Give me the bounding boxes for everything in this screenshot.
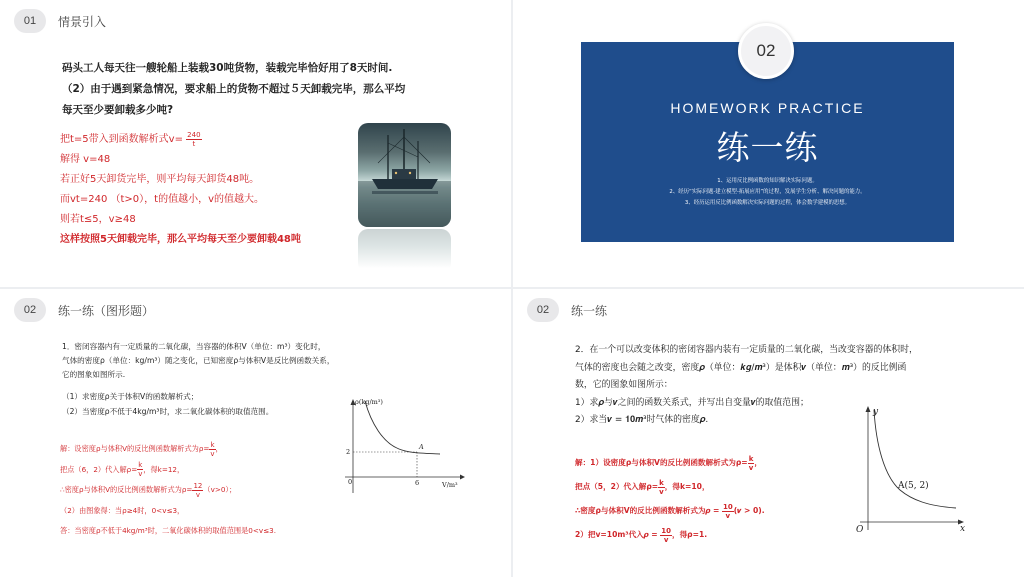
hyperbola-curve [874, 410, 956, 508]
fraction [192, 482, 203, 499]
fraction-denominator: v [195, 490, 200, 499]
fraction-numerator: 12 [193, 481, 203, 490]
slide-1[interactable] [0, 0, 511, 287]
y-axis-arrow [866, 406, 871, 412]
solution-text-part: (𝒗 > 0). [733, 506, 765, 515]
solution-line [60, 480, 340, 501]
problem-line: 2．在一个可以改变体积的密闭容器内装有一定质量的二氧化碳，当改变容器的体积时， [575, 345, 918, 355]
solution-line: 解得 v=48 [60, 154, 111, 165]
solution-line: 答：当密度ρ不低于4kg/m³时，二氧化碳体积的取值范围是0<v≤3. [60, 526, 277, 535]
boat-silhouette [358, 123, 451, 227]
problem-line: 它的图象如图所示. [62, 370, 126, 379]
harbor-photo [358, 123, 451, 227]
problem-text [62, 58, 422, 121]
solution-line: 而vt=240 （t>0），t的值越小，v的值越大。 [60, 194, 264, 205]
x-axis-label: V/m³ [442, 481, 458, 489]
photo-reflection [358, 229, 451, 273]
fraction-numerator: k [210, 440, 215, 449]
section-number-badge: 02 [738, 23, 794, 79]
solution-line-text: 把t=5带入到函数解析式v= [60, 134, 183, 145]
density-volume-graph [335, 399, 465, 494]
goal-item: 3、经历运用反比例函数解决实际问题的过程，体会数学建模的思想。 [684, 200, 851, 206]
point-label: A [419, 443, 424, 451]
sub-question: （2）当密度ρ不低于4kg/m³时，求二氧化碳体积的取值范围。 [62, 407, 274, 416]
solution-text-part: ，得ρ=1. [672, 530, 708, 539]
fraction-numerator: k [748, 454, 754, 463]
problem-line: （2）由于遇到紧急情况，要求船上的货物不超过５天卸载完毕，那么平均 [62, 83, 406, 95]
x-axis-arrow [460, 475, 465, 480]
goal-item: 1、运用反比例函数的知识解决实际问题。 [717, 178, 818, 184]
section-number: 02 [14, 298, 46, 322]
section-number: 01 [14, 9, 46, 33]
fraction [186, 131, 201, 148]
problem-line: 气体的密度也会随之改变，密度𝝆（单位：𝒌𝒈/𝒎³）是体积𝒗（单位：𝒎³）的反比例函 [575, 362, 907, 373]
fraction-denominator: t [192, 139, 196, 148]
solution-text-part: ，得k=12， [143, 464, 185, 474]
title-english: HOMEWORK PRACTICE [670, 100, 865, 116]
problem-line: 1．密闭容器内有一定质量的二氧化碳，当容器的体积V（单位：m³）变化时， [62, 342, 326, 351]
hyperbola-curve [365, 401, 440, 454]
fraction-denominator: v [725, 511, 731, 520]
solution-text [60, 439, 340, 542]
section-number: 02 [527, 298, 559, 322]
solution-line [575, 499, 855, 523]
fraction-numerator: 10 [661, 526, 671, 535]
solution-line [575, 451, 855, 475]
solution-text-part: 解：1）设密度ρ与体积V的反比例函数解析式为ρ= [575, 458, 748, 467]
fraction-numerator: k [659, 478, 664, 487]
fraction-denominator: v [663, 535, 669, 544]
y-tick-label: 2 [346, 448, 351, 456]
solution-line: 则若t≤5，v≥48 [60, 214, 136, 225]
solution-text-part: ， [215, 444, 223, 453]
fraction-numerator: k [138, 461, 143, 469]
solution-text-part: 把点（5，2）代入解ρ= [575, 482, 659, 491]
slide-3[interactable] [0, 289, 511, 577]
slide-4[interactable] [513, 289, 1024, 577]
solution-line: （2）由图象得：当ρ≥4时，0<v≤3， [60, 505, 185, 515]
solution-text-part: ，得k=10， [664, 482, 710, 491]
solution-line [60, 460, 340, 481]
solution-line: 若正好5天卸货完毕，则平均每天卸货48吨。 [60, 174, 260, 185]
solution-text-part: ∴密度ρ与体积V的反比例函数解析式为ρ= [60, 485, 193, 494]
problem-line: 码头工人每天往一艘轮船上装载30吨货物，装载完毕恰好用了8天时间. [62, 62, 393, 74]
problem-line: 气体的密度ρ（单位：kg/m³）随之变化，已知密度ρ与体积V是反比例函数关系， [62, 356, 335, 365]
solution-text-part: ， [754, 458, 762, 467]
hyperbola-graph [848, 404, 968, 534]
learning-goals [581, 176, 954, 209]
solution-text-part: ∴密度ρ与体积V的反比例函数解析式为𝝆 = [575, 506, 722, 515]
solution-line [60, 130, 350, 150]
solution-line [575, 475, 855, 499]
solution-text-part: （v>0）； [203, 485, 237, 494]
fraction-numerator: 10 [722, 502, 733, 511]
fraction-denominator: v [748, 463, 754, 472]
x-axis-label: x [960, 524, 966, 534]
solution-text [575, 451, 855, 547]
section-header [14, 297, 154, 323]
point-label: A(5, 2) [898, 481, 929, 491]
solution-text-part: 把点（6，2）代入解ρ= [60, 464, 138, 474]
origin-label: O [856, 525, 864, 534]
solution-line [60, 439, 340, 460]
sub-questions [62, 389, 273, 419]
section-header [527, 297, 607, 323]
solution-text-part: 解：设密度ρ与体积V的反比例函数解析式为ρ= [60, 444, 210, 453]
problem-line: 2）求当𝒗 = 𝟏𝟎𝒎³时气体的密度𝝆. [575, 415, 709, 425]
x-tick-label: 6 [415, 479, 420, 487]
fraction-numerator: 240 [187, 130, 201, 139]
sub-question: （1）求密度ρ关于体积V的函数解析式； [62, 392, 199, 401]
title-chinese: 练一练 [716, 128, 819, 167]
solution-text [60, 130, 350, 250]
problem-text [62, 340, 362, 382]
y-axis-label: y [873, 407, 879, 417]
goal-item: 2、经历“实际问题-建立模型-拓展应用”的过程，发展学生分析、解决问题的能力。 [669, 189, 866, 195]
fraction [658, 479, 665, 496]
fraction-denominator: v [138, 470, 143, 478]
slide-2[interactable] [513, 0, 1024, 287]
section-header [14, 8, 106, 34]
fraction [722, 503, 734, 520]
solution-conclusion: 这样按照5天卸载完毕，那么平均每天至少要卸载48吨 [60, 234, 301, 245]
fraction-denominator: v [659, 487, 664, 496]
origin-label: 0 [348, 478, 353, 486]
y-axis-label: ρ(kg/m³) [355, 399, 383, 406]
fraction-denominator: v [210, 449, 215, 458]
fraction [660, 527, 672, 544]
solution-text-part: 2）把v=10m³代入𝝆 = [575, 530, 661, 539]
problem-line: 数，它的图象如图所示： [575, 380, 673, 390]
section-title: 练一练（图形题） [58, 303, 155, 318]
problem-line: 每天至少要卸载多少吨? [62, 104, 174, 116]
solution-line [575, 523, 855, 547]
problem-line: 1）求𝝆与𝒗之间的函数关系式，并写出自变量𝒗的取值范围； [575, 397, 809, 408]
section-title: 情景引入 [58, 14, 107, 29]
section-title: 练一练 [571, 303, 608, 318]
